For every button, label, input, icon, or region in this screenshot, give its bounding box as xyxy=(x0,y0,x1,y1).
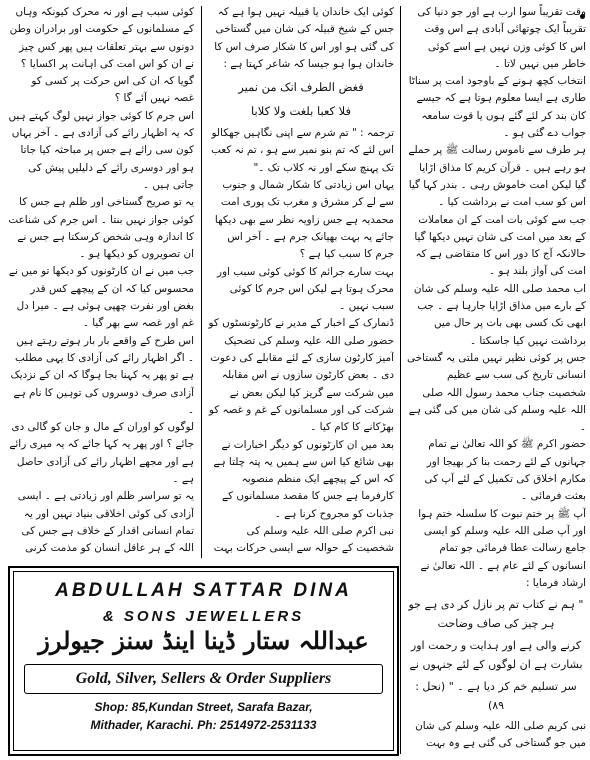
ad-tagline: Gold, Silver, Sellers & Order Suppliers xyxy=(75,670,332,687)
paragraph: انتخاب کچھ ہونے کے باوجود امت پر سناٹا طاری ہے ایسا معلوم ہوتا ہے کہ جیسے کان بند کر لئے گئے ہوں یا قوت سامعہ جواب دے گئی ہو ۔ xyxy=(408,75,586,140)
paragraph: بعد میں ان کارٹونوں کو دیگر اخبارات نے بھی شائع کیا اس سے ہمیں یہ پتہ چلتا ہے کہ اس کے پیچھے ایک منظم منصوبہ کارفرما ہے جس کا مقصد مسلمانوں کے جذبات کو مجروح کرنا ہے ۔ xyxy=(213,438,394,520)
paragraph: جب میں نے ان کارٹونوں کو دیکھا تو میں نے محسوس کیا کہ ان کے پیچھے کس قدر بغض اور نفرت چھپی ہوئی ہے ۔ میرا دل غم اور غصہ سے بھر گیا ۔ xyxy=(8,265,194,330)
paragraph: ڈنمارک کے اخبار کے مدیر نے کارٹونسٹوں کو حضور صلی اللہ علیہ وسلم کی تضحیک آمیز کارٹون سازی کے لئے مقابلے کی دعوت دی ۔ بعض کارٹون سازوں نے اس مقابلہ میں شرکت سے گریز کیا لیکن بعض نے شرکت کی اور مسلمانوں کے غم و غصہ کو بھڑکانے کا کام کیا ۔ xyxy=(208,317,394,434)
arabic-verse-line: فغض الطرف انک من نمیر xyxy=(238,80,364,95)
jeweller-advertisement xyxy=(8,566,399,756)
ad-company-name: ABDULLAH SATTAR DINA xyxy=(55,580,352,601)
ad-address-phone-line: Mithader, Karachi. Ph: 2514972-2531133 xyxy=(90,718,317,732)
paragraph: جس پر کوئی نظیر نہیں ملتی یہ گستاخی انسانی تاریخ کی سب سے عظیم شخصیت جناب محمد رسول اللہ صلی اللہ علیہ وسلم کی شان میں کی گئی ہے ۔ xyxy=(407,351,586,434)
paragraph: نبی کریم صلی اللہ علیہ وسلم کی شان میں جو گستاخی کی گئی ہے وہ بہت xyxy=(415,720,586,750)
paragraph: نبی اکرم صلی اللہ علیہ وسلم کی شخصیت کے حوالہ سے ایسی حرکات بہت xyxy=(213,525,394,555)
ad-address-line: Shop: 85,Kundan Street, Sarafa Bazar, xyxy=(94,700,313,714)
paragraph: اس طرح کے واقعے بار بار ہوتے رہتے ہیں ۔ اگر اظہار رائے کی آزادی کا یہی مطلب ہے تو پھر یہ کہنا بجا ہوگا کہ ان کے نزدیک آزادی صرف دوسروں کی توہین کا نام ہے ۔ xyxy=(10,334,194,416)
article-column-right xyxy=(406,4,586,756)
article-column-middle xyxy=(208,4,394,560)
paragraph: یہ تو سراسر ظلم اور زیادتی ہے ۔ ایسی آزادی کی کوئی اخلاقی بنیاد نہیں اور یہ تمام انسانی اقدار کے خلاف ہے جس کی اللہ کے ہر عاقل انسان کو مذمت کرنی xyxy=(17,490,194,555)
arabic-verse-line: فلا کعبا بلغت ولا کلابا xyxy=(251,104,351,119)
paragraph: اس جرم کا کوئی جواز نہیں لوگ کہتے ہیں کہ یہ اظہار رائے کی آزادی ہے ۔ آخر یہاں کون سی رائے ہے جس پر مباحثہ کیا جاتا ہو اور دوسری رائے کے دلیلیں پیش کی جاتی ہیں ۔ xyxy=(8,109,194,191)
quran-quote-line: کرنے والی ہے اور ہدایت و رحمت اور بشارت ہے ان لوگوں کے لئے جنہوں نے xyxy=(409,639,583,672)
paragraph: آپ ﷺ پر ختم نبوت کا سلسلہ ختم ہوا اور آپ صلی اللہ علیہ وسلم کو ایسی جامع رسالت عطا فرمائی جو تمام انسانوں کے لئے عام ہے ۔ اللہ تعالیٰ نے ارشاد فرمایا : xyxy=(418,507,586,589)
paragraph: کوئی ایک خاندان یا قبیلہ نہیں ہوا ہے کہ جس کے شیخ قبیلہ کی شان میں گستاخی کی گئی ہو اور اس کا شکار صرف اس کا خاندان ہوا ہو جیسا کہ شاعر کہتا ہے : xyxy=(214,6,394,70)
paragraph: گویا کہ ان کی اس حرکت پر کسی کو غصہ نہیں آئے گا ؟ xyxy=(31,75,194,105)
paragraph: ترجمہ : " تم شرم سے اپنی نگاہیں جھکالو اس لئے کہ تم بنو نمیر سے ہو ، تم نہ کعب تک پہنچ سکے اور نہ کلاب تک ۔" xyxy=(211,127,394,174)
quran-quote-line: " ہم نے کتاب تم پر نازل کر دی ہے جو ہر چیز کی صاف وضاحت xyxy=(408,598,584,631)
paragraph: بہت سارے جرائم کا کوئی کوئی سبب اور محرک ہوتا ہے لیکن اس جرم کا کوئی سبب نہیں ۔ xyxy=(217,265,394,313)
paragraph: یہ تو صریح گستاخی اور ظلم ہے جس کا کوئی جواز نہیں بنتا ۔ اس جرم کی شناعت کا اندازہ وہی شخص کرسکتا ہے جس نے ان تصویروں کو دیکھا ہو ۔ xyxy=(8,196,194,261)
paragraph: وقت تقریباً سوا ارب ہے اور جو دنیا کی تقریباً ایک چوتھائی آبادی ہے اس وقت اس کا کوئی وزن نہیں ہے اسے کوئی خاطر میں نہیں لاتا ۔ xyxy=(417,6,586,70)
article-column-left xyxy=(8,4,194,560)
ad-tagline-box xyxy=(24,664,383,694)
paragraph: کوئی سبب ہے اور نہ محرک کیونکہ وہاں کے مسلمانوں کے حکومت اور برادران وطن دونوں سے بہتر تعلقات ہیں پھر کس چیز نے ان کو اس امت کی اہانت پر اکسایا ؟ xyxy=(9,6,194,70)
paragraph: لوگوں کو اوران کے مال و جان کو گالی دی جائے ؟ اور پھر یہ کہا جائے کہ یہ میری رائے ہے اور مجھے اظہار رائے کی آزادی حاصل ہے ۔ xyxy=(9,421,194,486)
column-divider-left xyxy=(201,6,202,558)
paragraph: جب سے کوئی بات امت کے ان معاملات کے بعد میں امت کی شان نہیں دیکھا گیا حالانکہ آج کا دور اس کا متقاضی ہے کہ امت کی آواز بلند ہو ۔ xyxy=(414,213,586,278)
ad-company-subname: & SONS JEWELLERS xyxy=(102,608,305,625)
paragraph: ہر طرف سے ناموس رسالت ﷺ پر حملے ہو رہے ہیں ۔ قرآن کریم کا مذاق اڑایا گیا لیکن امت خاموش رہی ۔ بندر کہا گیا اس کو سب امت نے برداشت کیا ۔ xyxy=(408,144,586,209)
column-divider-right xyxy=(400,6,401,754)
paragraph: یہاں اس زیادتی کا شکار شمال و جنوب سے لے کر مشرق و مغرب تک پوری امت محمدیہ ہے جس زاویہ نظر سے بھی دیکھا جائے یہ بہت بھیانک جرم ہے ۔ آخر اس جرم کا سبب کیا ہے ؟ xyxy=(214,179,394,261)
paragraph: اب محمد صلی اللہ علیہ وسلم کی شان کے بارے میں مذاق اڑایا جارہا ہے ۔ جب ابھی تک کسی بھی بات پر حال میں برداشت نہیں کیا جاسکتا ۔ xyxy=(413,282,586,347)
quran-quote-line: سر تسلیم خم کر دیا ہے ۔ " (نحل : ۸۹) xyxy=(415,680,577,713)
ad-company-name-urdu: عبداللہ ستار ڈینا اینڈ سنز جیولرز xyxy=(38,626,369,655)
paragraph: حضور اکرم ﷺ کو اللہ تعالیٰ نے تمام جہانوں کے لئے رحمت بنا کر بھیجا اور مکارم اخلاق کی تکمیل کے لئے آپ کی بعثت فرمائی ۔ xyxy=(424,438,586,503)
